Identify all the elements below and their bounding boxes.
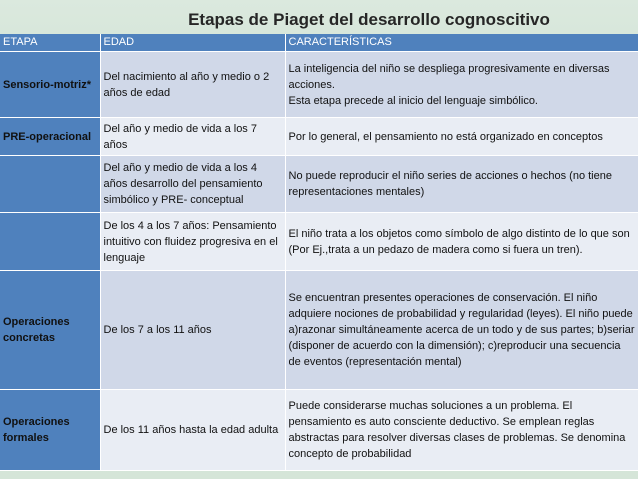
table-row — [0, 118, 638, 156]
features-cell: No puede reproducir el niño series de acciones o hechos (no tiene representaciones mentales) — [285, 156, 638, 213]
table-row — [0, 213, 638, 271]
features-cell: Por lo general, el pensamiento no está organizado en conceptos — [285, 118, 638, 156]
stage-cell: PRE-operacional — [0, 118, 100, 156]
features-line: Esta etapa precede al inicio del lenguaje simbólico. — [288, 94, 538, 107]
table-row — [0, 52, 638, 118]
header-stage: ETAPA — [0, 34, 100, 52]
header-features: CARACTERÍSTICAS — [285, 34, 638, 52]
stage-cell: Operaciones formales — [0, 390, 100, 471]
age-cell: De los 7 a los 11 años — [100, 271, 285, 390]
table-row — [0, 271, 638, 390]
stage-cell — [0, 213, 100, 271]
piaget-stages-table — [0, 34, 638, 471]
table-row — [0, 390, 638, 471]
features-cell: El niño trata a los objetos como símbolo de algo distinto de lo que son (Por Ej.,trata a un pedazo de madera como si fuera un tren). — [285, 213, 638, 271]
features-cell: Se encuentran presentes operaciones de conservación. El niño adquiere nociones de probabilidad y regularidad (leyes). El niño puede a)razonar simultáneamente acerca de un todo y de sus partes; b)seriar (disponer de acuerdo con la dimensión); c)reproducir una secuencia de eventos (representación mental) — [285, 271, 638, 390]
features-cell — [285, 52, 638, 118]
header-age: EDAD — [100, 34, 285, 52]
stage-cell: Operaciones concretas — [0, 271, 100, 390]
features-cell: Puede considerarse muchas soluciones a un problema. El pensamiento es auto consciente deductivo. Se emplean reglas abstractas para resolver diversas clases de problemas. Se denomina concepto de probabilidad — [285, 390, 638, 471]
table-header-row — [0, 34, 638, 52]
age-cell: De los 11 años hasta la edad adulta — [100, 390, 285, 471]
age-cell: Del nacimiento al año y medio o 2 años de edad — [100, 52, 285, 118]
age-cell: Del año y medio de vida a los 7 años — [100, 118, 285, 156]
age-cell: Del año y medio de vida a los 4 años desarrollo del pensamiento simbólico y PRE- conceptual — [100, 156, 285, 213]
features-line: La inteligencia del niño se despliega progresivamente en diversas acciones. — [288, 62, 610, 91]
slide-title: Etapas de Piaget del desarrollo cognoscitivo — [188, 10, 550, 29]
stage-cell — [0, 156, 100, 213]
table-row — [0, 156, 638, 213]
age-cell: De los 4 a los 7 años: Pensamiento intuitivo con fluidez progresiva en el lenguaje — [100, 213, 285, 271]
stage-cell: Sensorio-motriz* — [0, 52, 100, 118]
